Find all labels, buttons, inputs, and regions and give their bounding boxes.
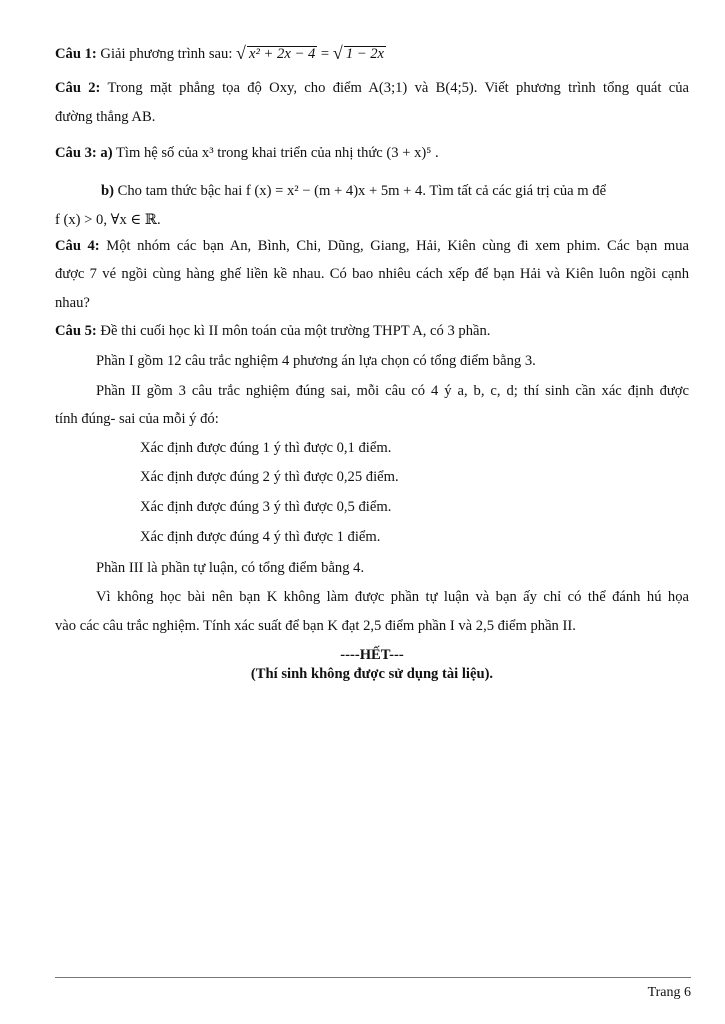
q5-rule-4: Xác định được đúng 4 ý thì được 1 điểm. [140,529,381,545]
q4-label: Câu 4: [55,238,100,254]
q1-text: Giải phương trình sau: [100,46,233,62]
q5-part-2-line-2: tính đúng- sai của mỗi ý đó: [55,411,219,427]
question-3b-condition: f (x) > 0, ∀x ∈ ℝ. [55,212,161,228]
question-4-line-2: được 7 vé ngồi cùng hàng ghế liền kề nhau. Có bao nhiêu cách xếp để bạn Hải và Kiên luôn ngồi cạnh [55,266,689,282]
end-note: (Thí sinh không được sử dụng tài liệu). [250,666,494,682]
q3b-label: b) [101,183,114,199]
q5-part-1: Phần I gồm 12 câu trắc nghiệm 4 phương án lựa chọn có tổng điểm bằng 3. [96,353,536,369]
q5-part-2-line-1: Phần II gồm 3 câu trắc nghiệm đúng sai, mỗi câu có 4 ý a, b, c, d; thí sinh cần xác định được [96,383,689,399]
q5-rule-2: Xác định được đúng 2 ý thì được 0,25 điểm. [140,469,399,485]
q3b-text: Cho tam thức bậc hai f (x) = x² − (m + 4)x + 5m + 4. Tìm tất cả các giá trị của m để [117,183,607,199]
q2-line1: Trong mặt phẳng tọa độ Oxy, cho điểm A(3;1) và B(4;5). Viết phương trình tổng quát của [107,80,689,96]
question-4-line-3: nhau? [55,295,90,311]
q2-label: Câu 2: [55,80,101,96]
question-4-line-1 [55,238,689,255]
page-number: Trang 6 [647,985,691,1000]
q3a-label: a) [100,145,113,161]
q1-equals: = [320,46,330,62]
q5-label: Câu 5: [55,323,97,339]
q1-rhs-radical [335,46,386,63]
question-5-intro [55,323,490,340]
q5-part-3: Phần III là phần tự luận, có tổng điểm bằng 4. [96,560,365,576]
q1-lhs-radical [238,46,317,63]
q5-final-line-2: vào các câu trắc nghiệm. Tính xác suất để bạn K đạt 2,5 điểm phần I và 2,5 điểm phần II. [55,618,576,634]
question-2-line-1 [55,80,689,97]
q1-lhs-radicand: x² + 2x − 4 [249,46,316,62]
q5-final-line-1: Vì không học bài nên bạn K không làm được phần tự luận và bạn ấy chỉ có thể đánh hú họa [96,589,689,605]
question-2-line-2: đường thẳng AB. [55,109,156,125]
q1-label: Câu 1: [55,46,97,62]
q4-line1: Một nhóm các bạn An, Bình, Chi, Dũng, Giang, Hải, Kiên cùng đi xem phim. Các bạn mua [106,238,689,254]
question-1 [55,46,386,63]
q5-rule-3: Xác định được đúng 3 ý thì được 0,5 điểm. [140,499,392,515]
end-mark: ----HẾT--- [340,647,404,663]
footer-divider [55,977,691,978]
q5-intro: Đề thi cuối học kì II môn toán của một trường THPT A, có 3 phần. [100,323,491,339]
question-3b [101,183,606,200]
question-3a [55,145,439,162]
q5-rule-1: Xác định được đúng 1 ý thì được 0,1 điểm. [140,440,392,456]
q3a-text: Tìm hệ số của x³ trong khai triển của nhị thức (3 + x)⁵ . [115,145,439,161]
q1-rhs-radicand: 1 − 2x [345,46,385,62]
q3-label: Câu 3: [55,145,97,161]
